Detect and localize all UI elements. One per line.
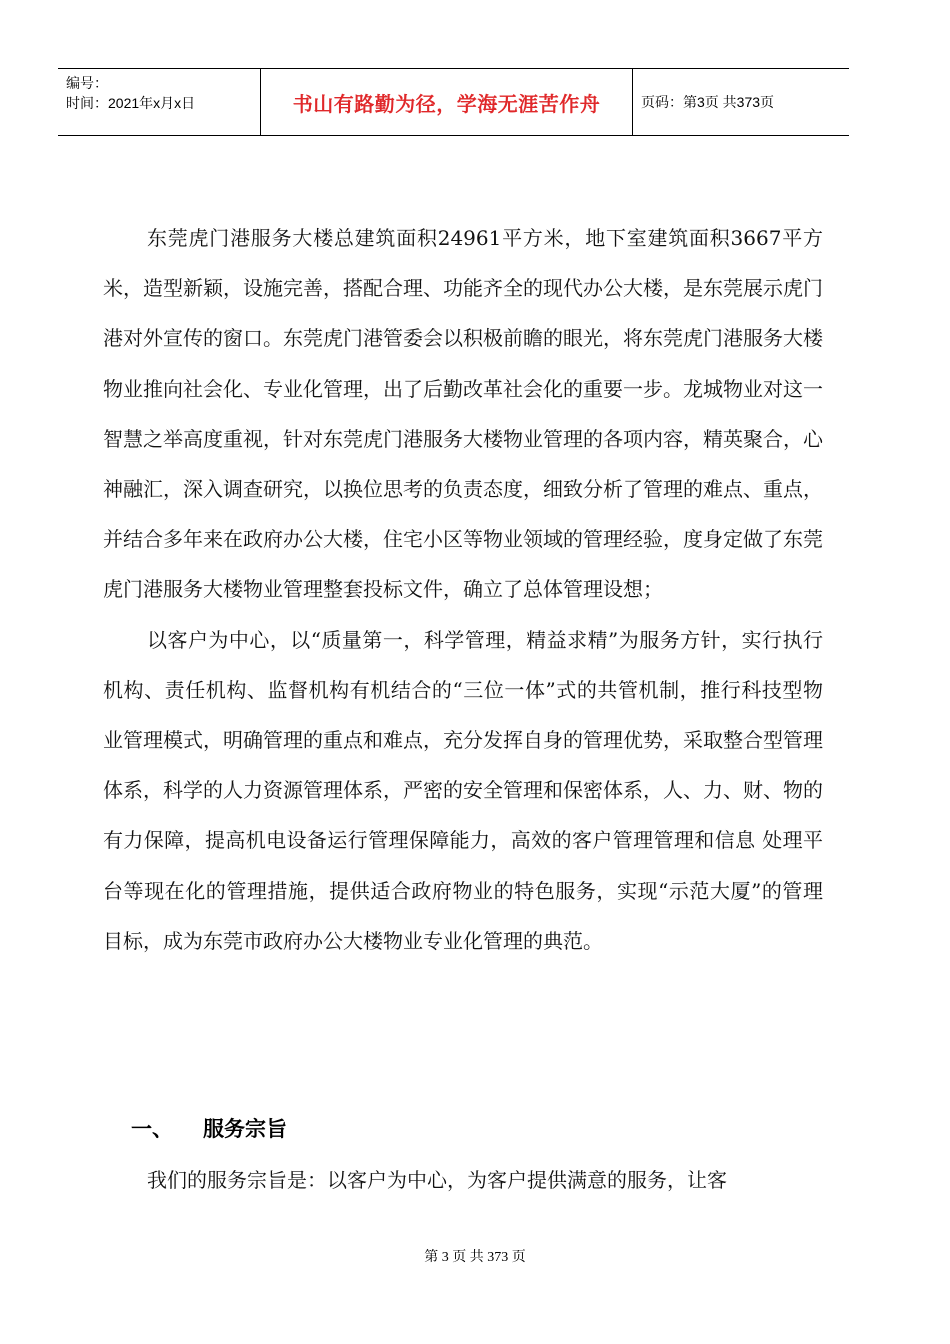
section-heading <box>131 1113 287 1143</box>
paragraph-1: 东莞虎门港服务大楼总建筑面积24961平方米，地下室建筑面积3667平方米，造型新颖，设施完善，搭配合理、功能齐全的现代办公大楼，是东莞展示虎门港对外宣传的窗口。东莞虎门港管委会以积极前瞻的眼光，将东莞虎门港服务大楼物业推向社会化、专业化管理，出了后勤改革社会化的重要一步。龙城物业对这一智慧之举高度重视，针对东莞虎门港服务大楼物业管理的各项内容，精英聚合，心神融汇，深入调查研究，以换位思考的负责态度，细致分析了管理的难点、重点，并结合多年来在政府办公大楼，住宅小区等物业领域的管理经验，度身定做了东莞虎门港服务大楼物业管理整套投标文件，确立了总体管理设想； <box>103 226 823 602</box>
header-page-info: 页码：第3页 共373页 <box>641 94 775 110</box>
section-title: 服务宗旨 <box>203 1117 287 1141</box>
body-text <box>103 213 823 966</box>
document-header <box>58 68 849 136</box>
header-motto: 书山有路勤为径，学海无涯苦作舟 <box>260 69 633 135</box>
section-number: 一、 <box>131 1117 173 1141</box>
section-paragraph: 我们的服务宗旨是：以客户为中心，为客户提供满意的服务，让客 <box>147 1168 727 1192</box>
header-meta <box>58 69 260 135</box>
page-footer: 第 3 页 共 373 页 <box>424 1250 526 1265</box>
time-label: 时间：2021年x月x日 <box>66 95 196 111</box>
paragraph-2: 以客户为中心，以“质量第一，科学管理，精益求精”为服务方针，实行执行机构、责任机构、监督机构有机结合的“三位一体”式的共管机制，推行科技型物业管理模式，明确管理的重点和难点，充分发挥自身的管理优势，采取整合型管理体系，科学的人力资源管理体系，严密的安全管理和保密体系，人、力、财、物的有力保障，提高机电设备运行管理保障能力，高效的客户管理管理和信息 处理平台等现在化的管理措施，提供适合政府物业的特色服务，实现“示范大厦”的管理目标，成为东莞市政府办公大楼物业专业化管理的典范。 <box>103 627 823 953</box>
number-label: 编号： <box>66 75 108 91</box>
